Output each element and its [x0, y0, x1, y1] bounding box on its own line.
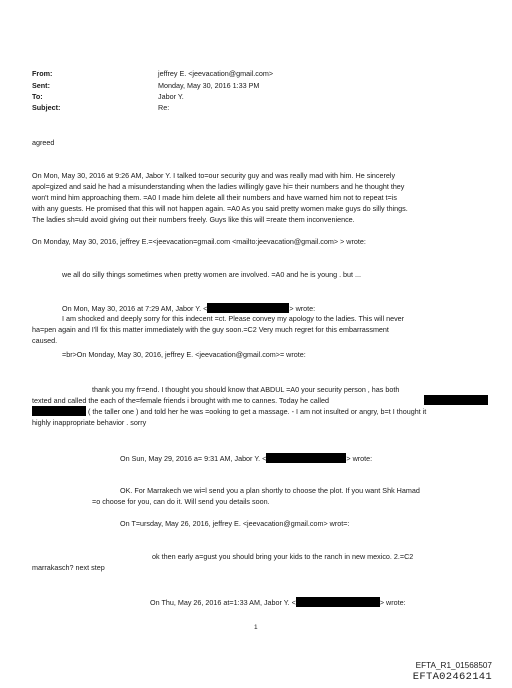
- quoted-line: On Mon, May 30, 2016 at 9:26 AM, Jabor Y. I talked to=our security guy and was really mad with him. He sincerely: [32, 171, 396, 180]
- quoted-line: =o choose for you, can do it. Will send you details soon.: [92, 497, 270, 506]
- quote-attribution: [150, 597, 406, 608]
- quoted-line: caused.: [32, 336, 58, 345]
- page-number: 1: [254, 624, 258, 631]
- quote-attribution: [62, 303, 315, 314]
- quoted-line: highly inappropriate behavior . sorry: [32, 418, 147, 427]
- from-label: From:: [32, 69, 53, 78]
- document-id-primary: EFTA_R1_01568507: [415, 661, 492, 670]
- quoted-line: The ladies sh=uld avoid giving out their numbers freely. Guys like this will =reate them inconvenience.: [32, 215, 355, 224]
- attribution-suffix: > wrote:: [289, 304, 316, 313]
- from-value: jeffrey E. <jeevacation@gmail.com>: [158, 69, 274, 78]
- redaction-box: [266, 453, 346, 463]
- attribution-suffix: > wrote:: [346, 454, 373, 463]
- sent-value: Monday, May 30, 2016 1:33 PM: [158, 81, 260, 90]
- sent-label: Sent:: [32, 81, 50, 90]
- quote-attribution: =br>On Monday, May 30, 2016, jeffrey E. <jeevacation@gmail.com>= wrote:: [62, 350, 306, 359]
- quoted-line: ha=pen again and I'll fix this matter immediately with the guy soon.=C2 Very much regret for this embarrassment: [32, 325, 389, 334]
- attribution-suffix: > wrote:: [379, 598, 406, 607]
- quote-attribution: On Monday, May 30, 2016, jeffrey E.=<jeevacation=gmail.com <mailto:jeevacation@gmail.com> > wrote:: [32, 237, 366, 246]
- quote-attribution: [120, 453, 372, 464]
- quote-attribution: On T=ursday, May 26, 2016, jeffrey E. <jeevacation@gmail.com> wrot=:: [120, 519, 350, 528]
- quoted-line: we all do silly things sometimes when pretty women are involved. =A0 and he is young . but ...: [62, 270, 362, 279]
- attribution-prefix: On Sun, May 29, 2016 a= 9:31 AM, Jabor Y. <: [120, 454, 267, 463]
- quoted-line: marrakasch? next step: [32, 563, 105, 572]
- to-value: Jabor Y.: [158, 92, 184, 101]
- quoted-line: with any guests. He promised that this will not happen again. =A0 As you said pretty women make guys do silly things.: [32, 204, 408, 213]
- attribution-prefix: On Thu, May 26, 2016 at=1:33 AM, Jabor Y. <: [150, 598, 296, 607]
- redaction-box: [296, 597, 380, 607]
- quoted-line: thank you my fr=end. I thought you should know that ABDUL =A0 your security person , has both: [92, 385, 400, 394]
- quoted-line: I am shocked and deeply sorry for this indecent =ct. Please convey my apology to the ladies. This will never: [62, 314, 405, 323]
- subject-value: Re:: [158, 103, 170, 112]
- quoted-line: texted and called the each of the=female friends i brought with me to cannes. Today he called: [32, 396, 329, 405]
- quoted-line: OK. For Marrakech we wi=l send you a plan shortly to choose the plot. If you want Shk Hamad: [120, 486, 420, 495]
- redaction-box: [207, 303, 289, 313]
- quoted-line: ok then early a=gust you should bring your kids to the ranch in new mexico. 2.=C2: [152, 552, 414, 561]
- redaction-box: [424, 395, 488, 405]
- subject-label: Subject:: [32, 103, 61, 112]
- redaction-box: [32, 406, 86, 416]
- document-id-secondary: EFTA02462141: [412, 671, 492, 683]
- reply-text: agreed: [32, 138, 55, 147]
- quoted-line: won't mind him approaching them. =A0 I made him delete all their numbers and have warned him not to repeat t=is: [32, 193, 397, 202]
- quoted-line: apol=gized and said he had a misunderstanding when the ladies willingly gave hi= their numbers and he thought they: [32, 182, 405, 191]
- quoted-line: ( the taller one ) and told her he was =ooking to get a massage. - I am not insulted or angry, b=t I thought it: [88, 407, 427, 416]
- attribution-prefix: On Mon, May 30, 2016 at 7:29 AM, Jabor Y. <: [62, 304, 208, 313]
- to-label: To:: [32, 92, 43, 101]
